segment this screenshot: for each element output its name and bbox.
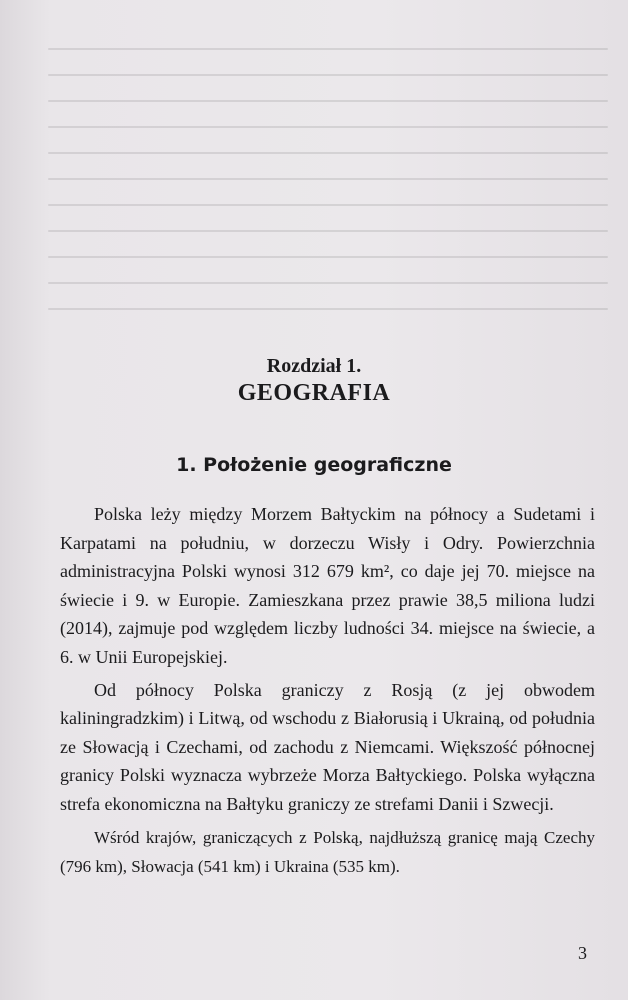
paragraph: Wśród krajów, graniczących z Polską, najdłuższą granicę mają Czechy (796 km), Słowacja (541 km) i Ukraina (535 km). [60, 827, 595, 876]
show-through-text [48, 48, 608, 334]
section-title: 1. Położenie geograficzne [176, 454, 452, 476]
paragraph: Od północy Polska graniczy z Rosją (z jej obwodem kaliningradzkim) i Litwą, od wschodu z Białorusią i Ukrainą, od południa ze Słowacją i Czechami, od zachodu z Niemcami. Większość północnej granicy Polski wyznacza wybrzeże Morza Bałtyckiego. Polska wyłączna strefa ekonomiczna na Bałtyku graniczy ze strefami Danii i Szwecji. [60, 679, 595, 814]
chapter-title: GEOGRAFIA [237, 380, 391, 406]
body-text [60, 500, 595, 885]
page-number: 3 [578, 943, 587, 963]
paragraph: Polska leży między Morzem Bałtyckim na północy a Sudetami i Karpatami na południu, w dorzeczu Wisły i Odry. Powierzchnia administracyjna Polski wynosi 312 679 km², co daje jej 70. miejsce na świecie i 9. w Europie. Zamieszkana przez prawie 38,5 miliona ludzi (2014), zajmuje pod względem liczby ludności 34. miejsce na świecie, a 6. w Unii Europejskiej. [60, 504, 595, 667]
chapter-label: Rozdział 1. [266, 355, 362, 377]
